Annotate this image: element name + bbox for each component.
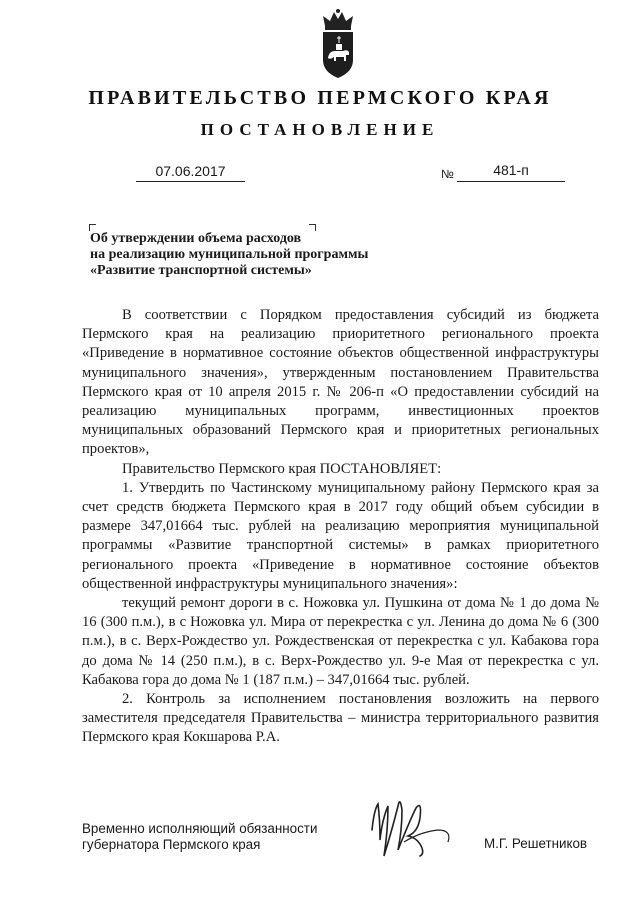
- signer-name: М.Г. Решетников: [484, 836, 588, 851]
- subject-corner-left: [89, 224, 96, 231]
- subject-line: Об утверждении объема расходов: [90, 231, 302, 246]
- document-body: [82, 306, 599, 748]
- subject-line: на реализацию муниципальной программы: [90, 247, 369, 262]
- document-date: 07.06.2017: [136, 163, 245, 182]
- document-number: 481-п: [457, 162, 565, 182]
- handwritten-signature-icon: [358, 790, 458, 865]
- signer-title-line: губернатора Пермского края: [82, 837, 261, 852]
- body-paragraph: текущий ремонт дороги в с. Ножовка ул. Пушкина от дома № 1 до дома № 16 (300 п.м.), в с Ножовка ул. Мира от перекрестка с ул. Ленина до дома № 6 (300 п.м.), в с. Верх-Рождество ул. Рождественская от перекрестка с ул. Кабакова гора до дома № 14 (250 п.м.), в с. Верх-Рождество ул. 9-е Мая от перекрестка с ул. Кабакова гора до дома № 1 (187 п.м.) – 347,01664 тыс. рублей.: [82, 595, 599, 688]
- document-type: ПОСТАНОВЛЕНИЕ: [200, 120, 440, 139]
- body-paragraph: 1. Утвердить по Частинскому муниципальному району Пермского края за счет средств бюджета Пермского края в 2017 году общий объем субсидии в размере 347,01664 тыс. рублей на реализацию мероприятия муниципальной программы «Развитие транспортной системы» в рамках приоритетного регионального проекта «Приведение в нормативное состояние объектов общественной инфраструктуры муниципального значения»:: [82, 479, 599, 592]
- body-paragraph: Правительство Пермского края ПОСТАНОВЛЯЕТ:: [122, 460, 442, 477]
- org-title: ПРАВИТЕЛЬСТВО ПЕРМСКОГО КРАЯ: [88, 87, 552, 109]
- signer-title: [82, 821, 317, 853]
- subject-corner-right: [309, 224, 316, 231]
- body-paragraph: В соответствии с Порядком предоставления субсидий из бюджета Пермского края на реализацию приоритетного регионального проекта «Приведение в нормативное состояние объектов общественной инфраструктуры муниципального значения», утвержденным постановлением Правительства Пермского края от 10 апреля 2015 г. № 206-п «О предоставлении субсидий на реализацию муниципальных программ, инвестиционных проектов муниципальных образований Пермского края и приоритетных региональных проектов»,: [82, 307, 599, 458]
- document-subject: [90, 231, 390, 279]
- subject-line: «Развитие транспортной системы»: [90, 263, 312, 278]
- number-label: №: [441, 167, 454, 181]
- signer-title-line: Временно исполняющий обязанности: [82, 821, 318, 836]
- body-paragraph: 2. Контроль за исполнением постановления возложить на первого заместителя председателя Правительства – министра территориального развития Пермского края Кокшарова Р.А.: [82, 691, 599, 746]
- coat-of-arms-icon: [319, 8, 357, 80]
